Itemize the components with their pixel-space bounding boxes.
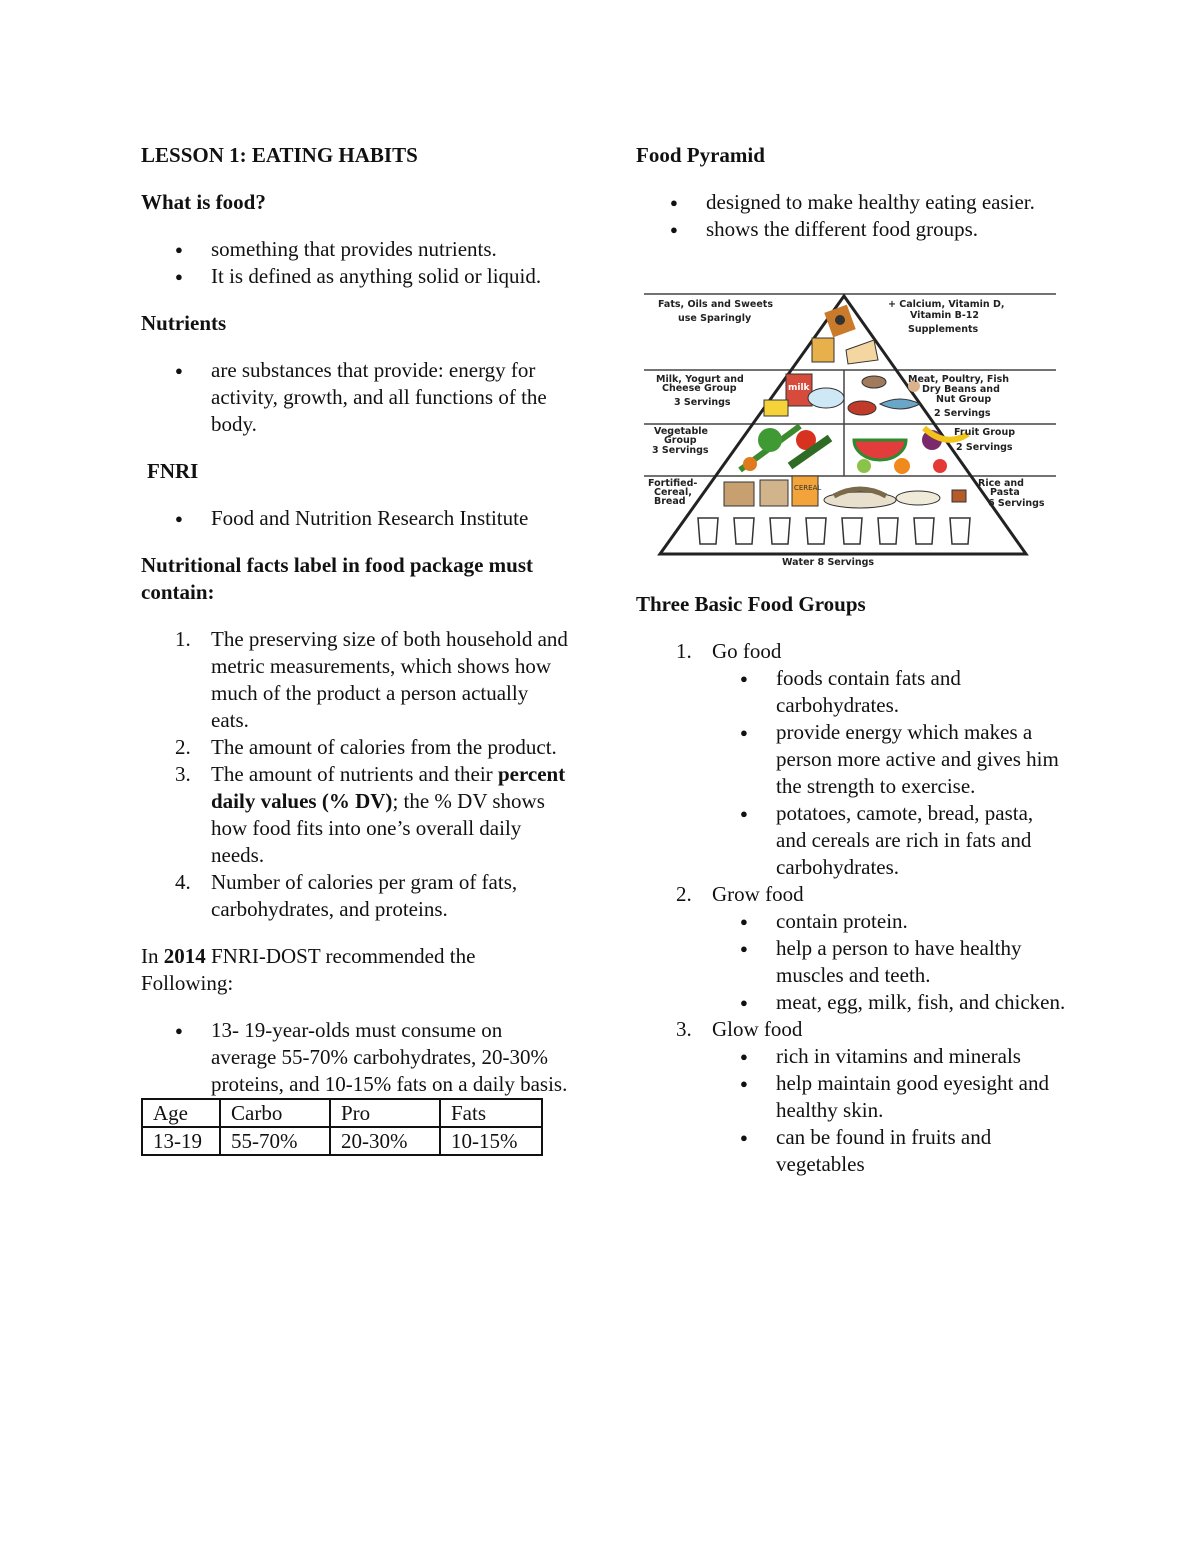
pyr-label-milk: 3 Servings bbox=[674, 397, 731, 408]
pyr-label-supplements: Supplements bbox=[908, 324, 979, 335]
food-groups-heading: Three Basic Food Groups bbox=[636, 592, 866, 616]
pyr-label-fats: use Sparingly bbox=[678, 313, 752, 324]
food-pyramid-heading: Food Pyramid bbox=[636, 143, 765, 167]
fnri-list bbox=[141, 505, 571, 532]
pyr-label-fruit: Fruit Group bbox=[954, 427, 1016, 438]
list-item: ● It is defined as anything solid or liquid. bbox=[141, 263, 571, 290]
go-food-list bbox=[712, 665, 1066, 881]
pyr-label-cereal: Bread bbox=[654, 496, 686, 507]
table-cell: 20-30% bbox=[330, 1127, 440, 1155]
food-groups-section bbox=[636, 591, 1066, 1178]
list-item: ● provide energy which makes a person more active and gives him the strength to exercise. bbox=[636, 719, 1066, 800]
pyr-label-rice: Rice and bbox=[978, 478, 1024, 489]
table-cell: 13-19 bbox=[142, 1127, 220, 1155]
food-groups-list bbox=[636, 638, 1066, 1178]
fnri-heading: FNRI bbox=[147, 459, 199, 483]
list-item: ● shows the different food groups. bbox=[636, 216, 1066, 243]
table-cell: Fats bbox=[440, 1099, 542, 1127]
table-cell: Pro bbox=[330, 1099, 440, 1127]
pyr-label-cereal: Fortified- bbox=[648, 478, 698, 489]
left-column bbox=[141, 142, 571, 1156]
list-item: ● help a person to have healthy muscles and teeth. bbox=[636, 935, 1066, 989]
grow-food-list bbox=[712, 908, 1066, 1016]
table-cell: Carbo bbox=[220, 1099, 330, 1127]
pyr-label-fats: Fats, Oils and Sweets bbox=[658, 299, 773, 310]
food-illustrations-icon bbox=[724, 305, 968, 508]
pyr-label-milk: Milk, Yogurt and bbox=[656, 374, 744, 385]
water-glasses-icon bbox=[698, 518, 970, 544]
nutrients-heading: Nutrients bbox=[141, 311, 227, 335]
list-item: ● can be found in fruits and vegetables bbox=[636, 1124, 1066, 1178]
right-column bbox=[636, 142, 1066, 243]
list-item: ● something that provides nutrients. bbox=[141, 236, 571, 263]
table-header-row bbox=[142, 1099, 542, 1127]
what-is-food-heading: What is food? bbox=[141, 190, 266, 214]
list-item: 4. Number of calories per gram of fats, carbohydrates, and proteins. bbox=[175, 870, 518, 921]
nutrients-list bbox=[141, 357, 571, 438]
table-cell: 10-15% bbox=[440, 1127, 542, 1155]
list-item: ● contain protein. bbox=[636, 908, 1066, 935]
glow-food-list bbox=[712, 1043, 1066, 1178]
list-item: ● are substances that provide: energy for activity, growth, and all functions of the body. bbox=[141, 357, 571, 438]
table-cell: 55-70% bbox=[220, 1127, 330, 1155]
pyr-label-meat: Dry Beans and bbox=[922, 384, 1000, 395]
table-cell: Age bbox=[142, 1099, 220, 1127]
list-item: 2. Grow food ● contain protein. ● help a person to have healthy muscles and teeth. ● meat, egg, milk, fish, and chicken. bbox=[636, 881, 1066, 1016]
pyr-label-water: Water 8 Servings bbox=[782, 557, 875, 568]
list-item: ● meat, egg, milk, fish, and chicken. bbox=[636, 989, 1066, 1016]
pyr-label-vegetable: 3 Servings bbox=[652, 445, 709, 456]
pyr-label-cereal: Cereal, bbox=[654, 487, 692, 498]
cereal-word: CEREAL bbox=[794, 484, 822, 492]
table-row bbox=[142, 1127, 542, 1155]
pyr-label-vegetable: Vegetable bbox=[654, 426, 708, 437]
list-item: ● 13- 19-year-olds must consume on average 55-70% carbohydrates, 20-30% proteins, and 10-15% fats on a daily basis. bbox=[141, 1017, 571, 1098]
food-pyramid-diagram bbox=[640, 290, 1060, 570]
list-item: ● designed to make healthy eating easier. bbox=[636, 189, 1066, 216]
milk-word: milk bbox=[788, 383, 810, 393]
pyr-label-meat: Meat, Poultry, Fish bbox=[908, 374, 1010, 385]
pyr-label-milk: Cheese Group bbox=[662, 383, 737, 394]
list-item: ● rich in vitamins and minerals bbox=[636, 1043, 1066, 1070]
pyr-label-meat: 2 Servings bbox=[934, 408, 991, 419]
list-item: 1. The preserving size of both household and metric measurements, which shows how much of the product a person actually eats. bbox=[175, 627, 568, 732]
list-item: ● help maintain good eyesight and healthy skin. bbox=[636, 1070, 1066, 1124]
list-item: 3. Glow food ● rich in vitamins and minerals ● help maintain good eyesight and healthy skin. ● can be found in fruits and vegetables bbox=[636, 1016, 1066, 1178]
list-item: ● Food and Nutrition Research Institute bbox=[141, 505, 571, 532]
list-item: 3. The amount of nutrients and their percent daily values (% DV); the % DV shows how food fits into one’s overall daily needs. bbox=[175, 762, 566, 867]
food-pyramid-list bbox=[636, 189, 1066, 243]
what-is-food-list bbox=[141, 236, 571, 290]
nutrition-label-list bbox=[141, 626, 571, 923]
diet-table bbox=[141, 1098, 543, 1156]
recommendation-intro: In 2014 FNRI-DOST recommended the Following: bbox=[141, 944, 476, 995]
pyr-label-fruit: 2 Servings bbox=[956, 442, 1013, 453]
nutrition-label-heading: Nutritional facts label in food package must contain: bbox=[141, 553, 534, 604]
list-item: 2. The amount of calories from the product. bbox=[175, 735, 557, 759]
list-item: ● potatoes, camote, bread, pasta, and cereals are rich in fats and carbohydrates. bbox=[636, 800, 1066, 881]
pyr-label-rice: 6 Servings bbox=[988, 498, 1045, 509]
pyr-label-rice: Pasta bbox=[990, 487, 1020, 498]
pyr-label-meat: Nut Group bbox=[936, 394, 992, 405]
pyr-label-supplements: Vitamin B-12 bbox=[910, 310, 980, 321]
list-item: ● foods contain fats and carbohydrates. bbox=[636, 665, 1066, 719]
list-item: 1. Go food ● foods contain fats and carbohydrates. ● provide energy which makes a person more active and gives him the strength to exercise. ● potatoes, camote, bread, pasta, and cereals are rich in fats and carbohydrates. bbox=[636, 638, 1066, 881]
lesson-title: LESSON 1: EATING HABITS bbox=[141, 143, 418, 167]
recommendation-list bbox=[141, 1017, 571, 1098]
pyr-label-vegetable: Group bbox=[664, 435, 697, 446]
pyr-label-supplements: + Calcium, Vitamin D, bbox=[888, 299, 1005, 310]
